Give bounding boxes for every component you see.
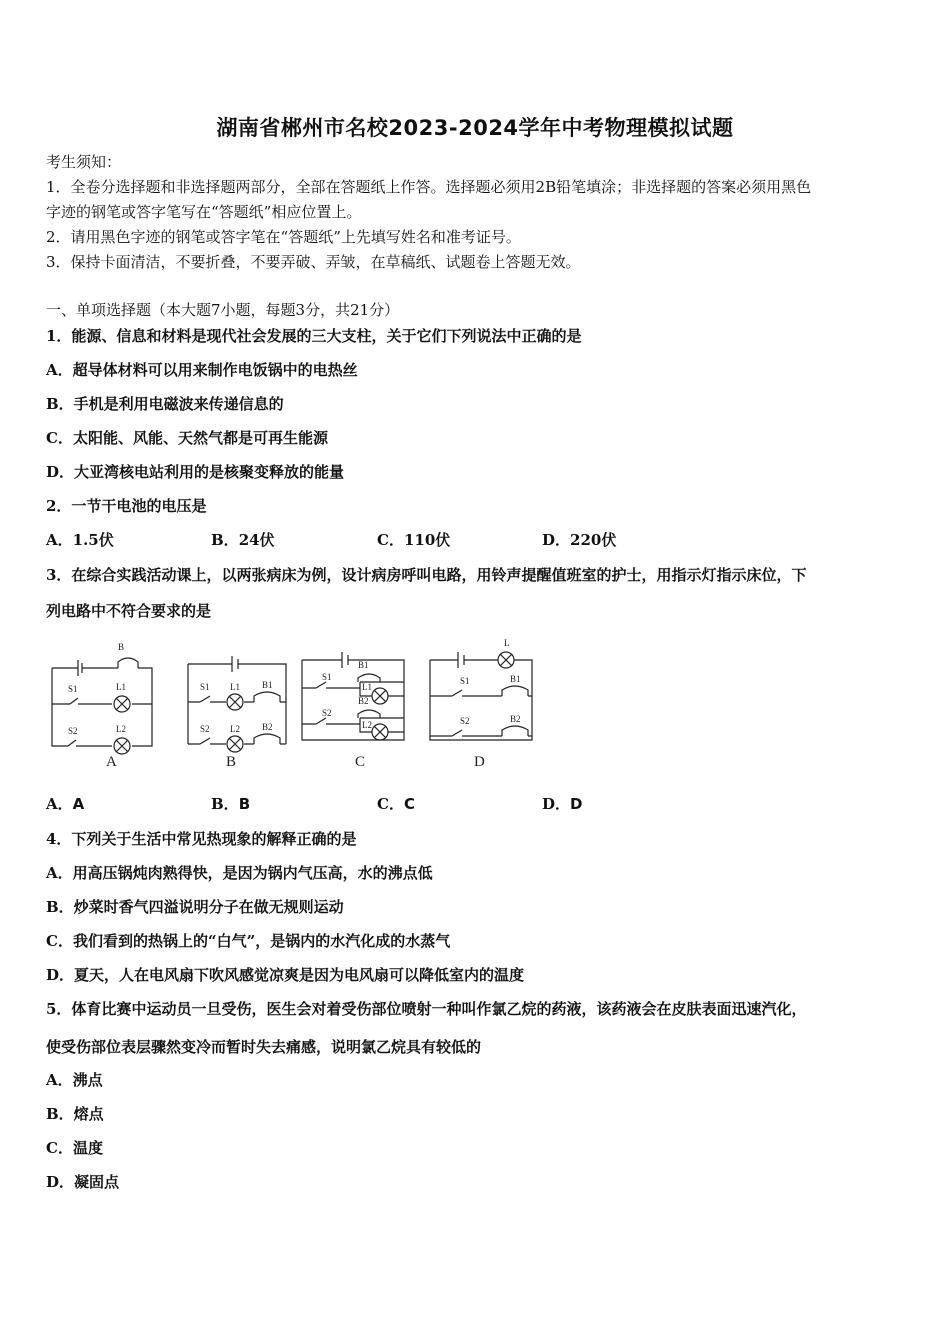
caption-d: D xyxy=(474,754,485,770)
label-d-l: L xyxy=(504,638,510,648)
q5-option-c: C．温度 xyxy=(46,1139,103,1157)
q4-option-a: A．用高压锅炖肉熟得快，是因为锅内气压高，水的沸点低 xyxy=(46,864,433,882)
circuit-d xyxy=(430,652,532,740)
q3-option-b: B．B xyxy=(211,795,251,813)
notice-header: 考生须知： xyxy=(46,153,122,171)
label-c-b2: B2 xyxy=(358,696,369,706)
circuit-c xyxy=(302,652,404,740)
label-b-b2: B2 xyxy=(262,722,273,732)
q1-stem: 1．能源、信息和材料是现代社会发展的三大支柱，关于它们下列说法中正确的是 xyxy=(46,327,582,345)
q3-option-a: A．A xyxy=(46,795,85,813)
q5-option-d: D．凝固点 xyxy=(46,1173,120,1191)
label-a-s1: S1 xyxy=(68,684,78,694)
label-b-l1: L1 xyxy=(230,682,240,692)
q3-option-d: D．D xyxy=(542,795,583,813)
label-b-b1: B1 xyxy=(262,680,273,690)
q3-stem-line1: 3．在综合实践活动课上，以两张病床为例，设计病房呼叫电路，用铃声提醒值班室的护士，用指示灯指示床位，下 xyxy=(46,566,807,584)
label-d-s2: S2 xyxy=(460,716,470,726)
q2-option-b: B．24伏 xyxy=(211,531,275,549)
q5-stem-line2: 使受伤部位表层骤然变冷而暂时失去痛感，说明氯乙烷具有较低的 xyxy=(46,1038,482,1056)
notice-item: 3．保持卡面清洁，不要折叠，不要弄破、弄皱，在草稿纸、试题卷上答题无效。 xyxy=(46,253,581,271)
q1-option-a: A．超导体材料可以用来制作电饭锅中的电热丝 xyxy=(46,361,358,379)
label-a-l1: L1 xyxy=(116,682,126,692)
label-b-l2: L2 xyxy=(230,724,240,734)
q1-option-b: B．手机是利用电磁波来传递信息的 xyxy=(46,395,284,413)
label-c-s1: S1 xyxy=(322,672,332,682)
label-c-l2: L2 xyxy=(362,720,372,730)
label-d-b1: B1 xyxy=(510,674,521,684)
notice-item: 字迹的钢笔或答字笔写在“答题纸”相应位置上。 xyxy=(46,203,362,221)
q2-option-a: A．1.5伏 xyxy=(46,531,114,549)
q4-option-d: D．夏天，人在电风扇下吹风感觉凉爽是因为电风扇可以降低室内的温度 xyxy=(46,966,525,984)
q3-stem-line2: 列电路中不符合要求的是 xyxy=(46,602,212,620)
label-c-s2: S2 xyxy=(322,708,332,718)
q1-option-c: C．太阳能、风能、天然气都是可再生能源 xyxy=(46,429,328,447)
exam-title: 湖南省郴州市名校2023-2024学年中考物理模拟试题 xyxy=(216,116,734,140)
q5-option-b: B．熔点 xyxy=(46,1105,104,1123)
q2-option-d: D．220伏 xyxy=(542,531,617,549)
label-b-s1: S1 xyxy=(200,682,210,692)
q1-option-d: D．大亚湾核电站利用的是核聚变释放的能量 xyxy=(46,463,345,481)
q4-stem: 4．下列关于生活中常见热现象的解释正确的是 xyxy=(46,830,357,848)
label-a-s2: S2 xyxy=(68,726,78,736)
caption-b: B xyxy=(226,754,237,770)
notice-item: 1．全卷分选择题和非选择题两部分，全部在答题纸上作答。选择题必须用2B铅笔填涂；非选择题的答案必须用黑色 xyxy=(46,178,812,196)
label-b-s2: S2 xyxy=(200,724,210,734)
label-a-bell: B xyxy=(118,642,125,652)
section-heading: 一、单项选择题（本大题7小题，每题3分，共21分） xyxy=(46,301,400,319)
q3-circuit-figure xyxy=(40,638,550,774)
q5-option-a: A．沸点 xyxy=(46,1071,103,1089)
label-c-l1: L1 xyxy=(362,682,372,692)
q4-option-b: B．炒菜时香气四溢说明分子在做无规则运动 xyxy=(46,898,344,916)
q5-stem-line1: 5．体育比赛中运动员一旦受伤，医生会对着受伤部位喷射一种叫作氯乙烷的药液，该药液会在皮肤表面迅速汽化， xyxy=(46,1000,807,1018)
caption-a: A xyxy=(106,754,117,770)
notice-item: 2．请用黑色字迹的钢笔或答字笔在“答题纸”上先填写姓名和准考证号。 xyxy=(46,228,521,246)
label-a-l2: L2 xyxy=(116,724,126,734)
q2-option-c: C．110伏 xyxy=(377,531,451,549)
q2-stem: 2．一节干电池的电压是 xyxy=(46,497,207,515)
label-c-b1: B1 xyxy=(358,660,369,670)
q4-option-c: C．我们看到的热锅上的“白气”，是锅内的水汽化成的水蒸气 xyxy=(46,932,451,950)
label-d-b2: B2 xyxy=(510,714,521,724)
label-d-s1: S1 xyxy=(460,676,470,686)
caption-c: C xyxy=(355,754,366,770)
circuit-b xyxy=(188,656,286,752)
q3-option-c: C．C xyxy=(377,795,415,813)
circuit-a xyxy=(52,658,152,754)
